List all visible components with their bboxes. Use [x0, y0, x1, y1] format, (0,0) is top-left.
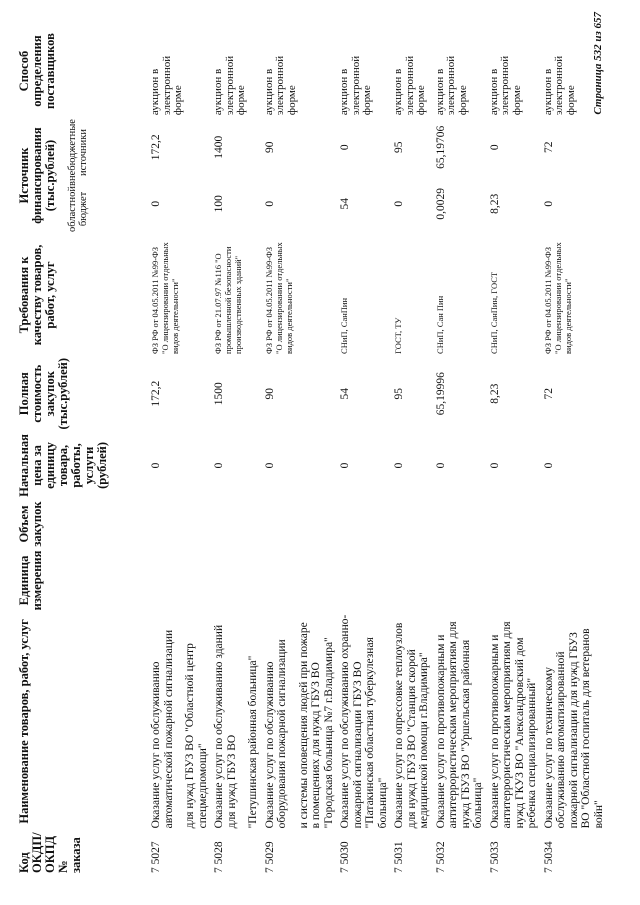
row-code: 7 5029 [263, 841, 276, 873]
row-requirements: СНиП, Сан Пин [434, 295, 445, 354]
row-funding [260, 117, 336, 234]
row-funding [209, 117, 260, 234]
header-total: Полная стоимость закупок (тыс.рублей) [17, 357, 70, 430]
header-code: Код ОКДП/ ОКПД № заказа [17, 832, 83, 873]
table-row [335, 25, 389, 875]
row-unit [539, 549, 606, 613]
header-requirements: Требования к качеству товаров, работ, услуг [17, 244, 57, 346]
row-funding-extra: 1400 [213, 135, 225, 159]
header-volume: Объем закупок [17, 501, 44, 547]
row-volume [260, 499, 336, 548]
table-row [260, 25, 336, 875]
row-volume [389, 499, 431, 548]
row-total: 95 [393, 387, 405, 400]
row-unit [335, 549, 389, 613]
row-unit [260, 549, 336, 613]
table-row [539, 25, 606, 875]
row-price: 0 [542, 462, 555, 469]
header-price: Начальная цена за единицу товара, работы, услуги (рублей) [17, 434, 109, 497]
row-requirements: ФЗ РФ от 04.05.2011 №99-ФЗ "О лицензировании отдельных видов деятельности" [263, 242, 294, 354]
table-row [209, 25, 260, 875]
row-code: 7 5031 [393, 841, 405, 873]
row-funding-regional: 54 [339, 198, 351, 210]
row-funding-regional: 100 [213, 195, 225, 213]
row-requirements: ФЗ РФ от 04.05.2011 №99-ФЗ "О лицензировании отдельных видов деятельности" [150, 242, 180, 354]
row-funding-regional: 0 [150, 200, 162, 207]
table-header [18, 25, 146, 875]
row-funding [146, 117, 209, 234]
row-method: аукцион в электронной форме [212, 55, 247, 116]
row-total: 90 [263, 387, 276, 400]
row-code: 7 5034 [542, 841, 555, 873]
row-volume [431, 499, 485, 548]
row-total: 72 [542, 387, 555, 400]
row-funding-extra: 172,2 [150, 134, 162, 161]
row-funding [539, 117, 606, 234]
row-price: 0 [213, 462, 225, 469]
row-total: 8,23 [488, 383, 501, 404]
row-funding-regional: 0 [393, 200, 405, 207]
row-price: 0 [339, 462, 351, 469]
row-funding-regional: 0 [542, 200, 555, 207]
header-unit: Единица измерения [17, 550, 44, 611]
row-code: 7 5033 [488, 841, 501, 873]
row-requirements: СНиП, СанПин, ГОСТ [488, 271, 499, 354]
row-method: аукцион в электронной форме [262, 55, 298, 116]
row-funding-extra: 65,19706 [434, 125, 447, 169]
row-requirements: ГОСТ, ТУ [393, 317, 403, 354]
row-volume [335, 499, 389, 548]
row-name: Оказание услуг по опрессовке теплоузлов для нужд ГБУЗ ВО "Станция скорой медицинской помощи г.Владимира" [393, 622, 430, 829]
row-name: Оказание услуг по обслуживанию охранно-пожарной сигнализации ГБУЗ ВО "Патакинская областная туберкулезная больница" [339, 614, 389, 829]
row-unit [146, 549, 209, 613]
page-number: Страница 532 из 657 [592, 12, 604, 115]
row-price: 0 [393, 462, 405, 469]
row-requirements: СНиП, СанПин [339, 297, 349, 354]
row-total: 65,19996 [434, 372, 447, 416]
row-name: Оказание услуг по обслуживанию зданий для нужд ГБУЗ ВО "Петушинская районная больница" [213, 624, 259, 829]
row-unit [485, 549, 539, 613]
row-name: Оказание услуг по противопожарным и антитеррористическим мероприятиям для нужд ГКУЗ ВО "Александровский дом ребенка специализированный" [488, 621, 538, 829]
row-requirements: ФЗ РФ от 04.05.2011 №99-ФЗ "О лицензировании отдельных видов деятельности" [542, 242, 573, 354]
row-method: аукцион в электронной форме [487, 55, 523, 116]
header-name: Наименование товаров, работ, услуг [17, 619, 31, 824]
table-row [146, 25, 209, 875]
header-funding [18, 117, 146, 234]
table-row [389, 25, 431, 875]
row-price: 0 [263, 462, 276, 469]
row-funding-regional: 0 [263, 200, 276, 207]
row-name: Оказание услуг по противопожарным и антитеррористическим мероприятиям для нужд ГБУЗ ВО "Уршельская районная больница" [434, 621, 484, 829]
procurement-table [18, 25, 605, 875]
row-total: 1500 [213, 382, 225, 406]
row-code: 7 5028 [213, 841, 225, 873]
row-volume [209, 499, 260, 548]
row-unit [389, 549, 431, 613]
row-funding-extra: 72 [542, 141, 555, 154]
table-row [431, 25, 485, 875]
row-method: аукцион в электронной форме [392, 55, 427, 116]
header-funding-title: Источник финансирования (тыс.рублей) [17, 127, 57, 224]
row-method: аукцион в электронной форме [541, 55, 577, 116]
row-volume [146, 499, 209, 548]
row-funding-extra: 0 [339, 144, 351, 151]
row-name: Оказание услуг по обслуживанию автоматической пожарной сигнализации для нужд ГБУЗ ВО "Областной центр спецмедпомощи" [150, 629, 209, 829]
header-funding-extra: внебюджетные источники [67, 119, 89, 186]
row-funding-regional: 0,0029 [434, 187, 447, 220]
row-funding [431, 117, 485, 234]
row-requirements: ФЗ РФ от 21.07.97 №116 "О промышленной безопасности производственных зданий" [213, 246, 243, 354]
row-name: Оказание услуг по обслуживанию оборудования пожарной сигнализации и системы оповещения людей при пожаре в помещениях для нужд ГБУЗ ВО "Городская больница №7 г.Владимира" [263, 622, 335, 829]
row-total: 172,2 [150, 380, 162, 407]
row-code: 7 5032 [434, 841, 447, 873]
row-funding-extra: 0 [488, 144, 501, 151]
row-method: аукцион в электронной форме [338, 55, 373, 116]
row-price: 0 [434, 462, 447, 469]
row-price: 0 [150, 462, 162, 469]
row-unit [209, 549, 260, 613]
row-code: 7 5030 [339, 841, 351, 873]
row-funding-regional: 8,23 [488, 193, 501, 214]
header-method: Способ определения поставщиков [17, 33, 57, 109]
row-volume [485, 499, 539, 548]
table-row [485, 25, 539, 875]
row-name: Оказание услуг по техническому обслуживанию автоматизированной пожарной сигнализации для нужд ГБУЗ ВО "Областной госпиталь для ветеранов войн" [542, 628, 605, 829]
row-total: 54 [339, 387, 351, 400]
row-unit [431, 549, 485, 613]
row-funding [485, 117, 539, 234]
row-funding-extra: 90 [263, 141, 276, 154]
row-funding-extra: 95 [393, 141, 405, 154]
row-code: 7 5027 [150, 841, 162, 873]
row-volume [539, 499, 606, 548]
row-funding [335, 117, 389, 234]
row-price: 0 [488, 462, 501, 469]
row-method: аукцион в электронной форме [149, 55, 184, 116]
header-funding-regional: областной бюджет [67, 186, 89, 232]
row-method: аукцион в электронной форме [433, 55, 469, 116]
row-funding [389, 117, 431, 234]
